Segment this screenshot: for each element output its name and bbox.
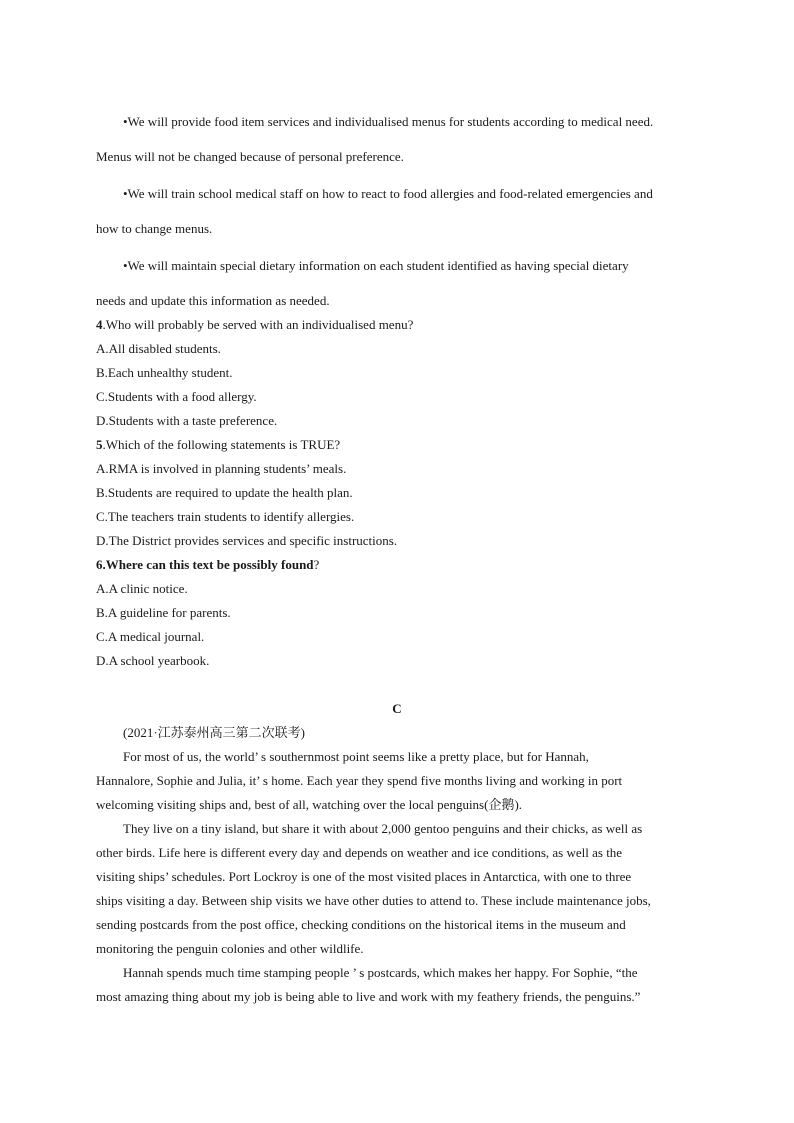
bullet-1-line-1: •We will provide food item services and individualised menus for students according to medical need. [123, 114, 654, 129]
option: D.The District provides services and specific instructions. [96, 533, 398, 548]
passage-line: monitoring the penguin colonies and other wildlife. [96, 941, 364, 956]
question-number: 6 [96, 557, 103, 572]
option: A.All disabled students. [96, 341, 221, 356]
bullet-1-line-2: Menus will not be changed because of personal preference. [96, 149, 404, 164]
question-4 [96, 317, 413, 333]
passage-line: For most of us, the world’ s southernmost point seems like a pretty place, but for Hannah, [123, 749, 589, 764]
bullet-2-line-1: •We will train school medical staff on how to react to food allergies and food-related emergencies and [123, 186, 653, 201]
option: C.The teachers train students to identify allergies. [96, 509, 355, 524]
option: A.A clinic notice. [96, 581, 188, 596]
section-heading: C [392, 701, 402, 716]
option: B.Students are required to update the health plan. [96, 485, 353, 500]
section-source: (2021·江苏泰州高三第二次联考) [123, 725, 305, 740]
question-5 [96, 437, 340, 453]
bullet-3-line-2: needs and update this information as needed. [96, 293, 330, 308]
passage-line: Hannalore, Sophie and Julia, it’ s home. Each year they spend five months living and working in port [96, 773, 623, 788]
option: D.Students with a taste preference. [96, 413, 278, 428]
question-suffix: ? [313, 557, 320, 572]
option: D.A school yearbook. [96, 653, 210, 668]
question-text: .Where can this text be possibly found [102, 557, 314, 572]
question-text: .Which of the following statements is TRUE? [102, 437, 341, 452]
question-number: 5 [96, 437, 103, 452]
option: B.A guideline for parents. [96, 605, 231, 620]
question-number: 4 [96, 317, 103, 332]
passage-line: Hannah spends much time stamping people ’ s postcards, which makes her happy. For Sophie, “the [123, 965, 638, 980]
passage-line: most amazing thing about my job is being able to live and work with my feathery friends, the penguins.” [96, 989, 641, 1004]
option: A.RMA is involved in planning students’ meals. [96, 461, 347, 476]
passage-line: welcoming visiting ships and, best of all, watching over the local penguins(企鹅). [96, 797, 523, 812]
passage-line: visiting ships’ schedules. Port Lockroy is one of the most visited places in Antarctica, with one to three [96, 869, 632, 884]
question-text: .Who will probably be served with an individualised menu? [102, 317, 414, 332]
option: B.Each unhealthy student. [96, 365, 233, 380]
bullet-2-line-2: how to change menus. [96, 221, 213, 236]
passage-line: other birds. Life here is different every day and depends on weather and ice conditions, as well as the [96, 845, 623, 860]
passage-line: ships visiting a day. Between ship visits we have other duties to attend to. These include maintenance jobs, [96, 893, 651, 908]
bullet-3-line-1: •We will maintain special dietary information on each student identified as having special dietary [123, 258, 629, 273]
passage-line: sending postcards from the post office, checking conditions on the historical items in the museum and [96, 917, 626, 932]
option: C.A medical journal. [96, 629, 205, 644]
option: C.Students with a food allergy. [96, 389, 257, 404]
question-6 [96, 557, 319, 573]
passage-line: They live on a tiny island, but share it with about 2,000 gentoo penguins and their chicks, as well as [123, 821, 643, 836]
